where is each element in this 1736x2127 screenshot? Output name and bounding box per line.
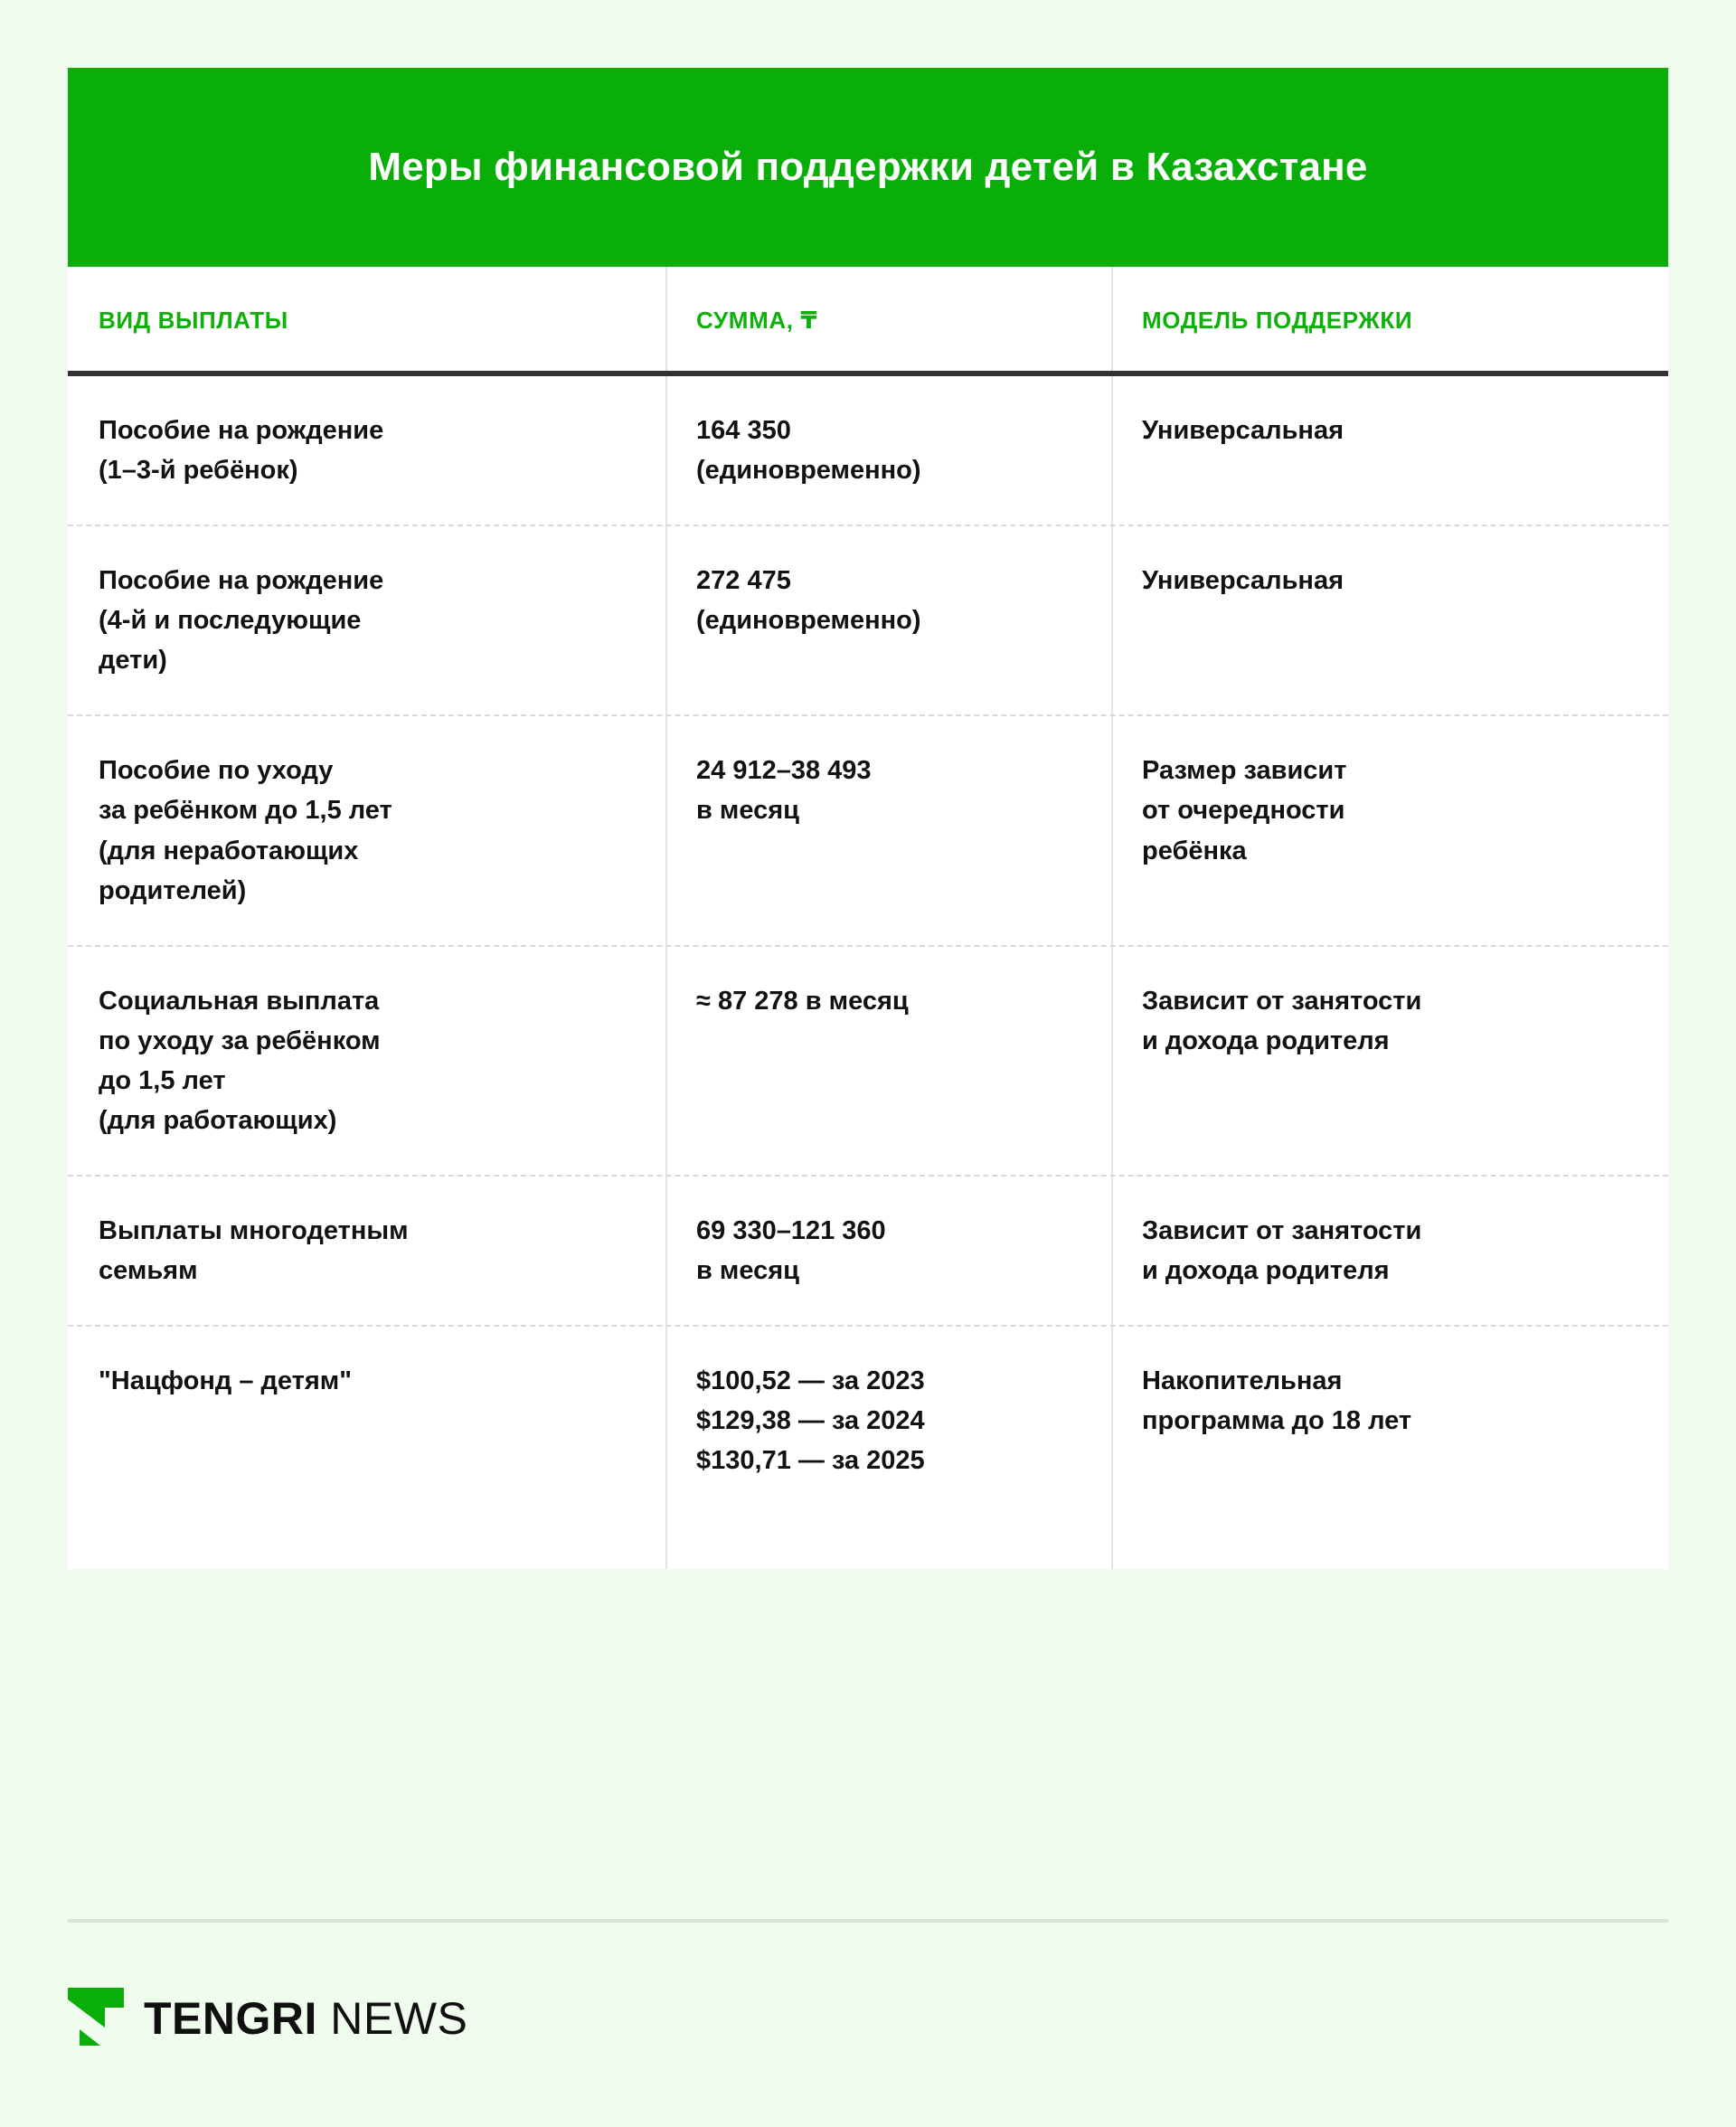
cell-support-model — [1111, 376, 1668, 525]
text-line: за ребёнком до 1,5 лет — [99, 796, 392, 826]
text-line: и дохода родителя — [1142, 1026, 1390, 1055]
text-line: (единовременно) — [696, 456, 921, 486]
text-line: в месяц — [696, 1256, 799, 1286]
text-line: программа до 18 лет — [1142, 1406, 1412, 1436]
table-row — [68, 714, 1668, 944]
text-line: Накопительная — [1142, 1366, 1343, 1396]
logo-wordmark — [144, 1993, 468, 2044]
text-line: Универсальная — [1142, 566, 1344, 596]
text-line: $129,38 — за 2024 — [696, 1406, 925, 1436]
text-line: по уходу за ребёнком — [99, 1026, 381, 1055]
text-line: 164 350 — [696, 416, 791, 445]
text-line: родителей) — [99, 875, 247, 905]
text-line: Зависит от занятости — [1142, 1216, 1422, 1246]
text-line: Размер зависит — [1142, 756, 1347, 786]
text-line: семьям — [99, 1256, 198, 1286]
text-line: до 1,5 лет — [99, 1065, 226, 1095]
text-line: (для работающих) — [99, 1105, 337, 1135]
text-line: Социальная выплата — [99, 986, 380, 1016]
column-header-label: СУММА, ₸ — [696, 307, 818, 334]
column-header-support-model — [1111, 267, 1668, 371]
column-header-amount — [665, 267, 1111, 371]
column-header-label: МОДЕЛЬ ПОДДЕРЖКИ — [1142, 307, 1413, 334]
table-row — [68, 1175, 1668, 1325]
tengrinews-logo[interactable] — [68, 1988, 1668, 2049]
text-line: $130,71 — за 2025 — [696, 1446, 925, 1476]
cell-amount — [665, 1327, 1111, 1515]
cell-support-model — [1111, 947, 1668, 1175]
cell-support-model — [1111, 526, 1668, 714]
text-line: Зависит от занятости — [1142, 986, 1422, 1016]
cell-amount — [665, 526, 1111, 714]
text-line: 272 475 — [696, 566, 791, 596]
text-line: (1–3-й ребёнок) — [99, 456, 298, 486]
cell-payment-type — [68, 376, 665, 525]
table-row — [68, 1325, 1668, 1515]
page-title: Меры финансовой поддержки детей в Казахстане — [368, 144, 1368, 189]
text-line: Пособие по уходу — [99, 756, 334, 786]
text-line: дети) — [99, 646, 167, 676]
cell-payment-type — [68, 1327, 665, 1515]
text-line: в месяц — [696, 796, 799, 826]
table-row — [68, 376, 1668, 525]
cell-amount — [665, 1177, 1111, 1325]
logo-primary-text: TENGRI — [144, 1993, 317, 2044]
text-line: и дохода родителя — [1142, 1256, 1390, 1286]
cell-support-model — [1111, 1327, 1668, 1515]
text-line: от очередности — [1142, 796, 1345, 826]
cell-support-model — [1111, 1177, 1668, 1325]
text-line: Пособие на рождение — [99, 566, 384, 596]
column-header-label: ВИД ВЫПЛАТЫ — [99, 307, 288, 334]
logo-secondary-text: NEWS — [316, 1993, 468, 2044]
title-banner — [68, 68, 1668, 267]
text-line: ≈ 87 278 в месяц — [696, 986, 909, 1016]
cell-payment-type — [68, 526, 665, 714]
column-header-payment-type — [68, 267, 665, 371]
table-row — [68, 525, 1668, 714]
text-line: Пособие на рождение — [99, 416, 384, 445]
cell-payment-type — [68, 716, 665, 944]
cell-amount — [665, 376, 1111, 525]
table-header-row — [68, 267, 1668, 376]
text-line: (единовременно) — [696, 606, 921, 636]
cell-payment-type — [68, 947, 665, 1175]
support-measures-table — [68, 267, 1668, 1569]
text-line: (для неработающих — [99, 836, 359, 865]
cell-amount — [665, 716, 1111, 944]
text-line: (4-й и последующие — [99, 606, 362, 636]
cell-amount — [665, 947, 1111, 1175]
cell-support-model — [1111, 716, 1668, 944]
infographic-card — [68, 68, 1668, 1569]
text-line: $100,52 — за 2023 — [696, 1366, 925, 1396]
footer — [68, 1919, 1668, 2049]
text-line: "Нацфонд – детям" — [99, 1366, 353, 1396]
text-line: 69 330–121 360 — [696, 1216, 886, 1246]
text-line: Универсальная — [1142, 416, 1344, 445]
text-line: Выплаты многодетным — [99, 1216, 409, 1246]
cell-payment-type — [68, 1177, 665, 1325]
tengri-logo-mark-icon — [68, 1988, 124, 2049]
text-line: 24 912–38 493 — [696, 756, 872, 786]
text-line: ребёнка — [1142, 836, 1247, 865]
table-row — [68, 945, 1668, 1175]
footer-divider — [68, 1919, 1668, 1923]
